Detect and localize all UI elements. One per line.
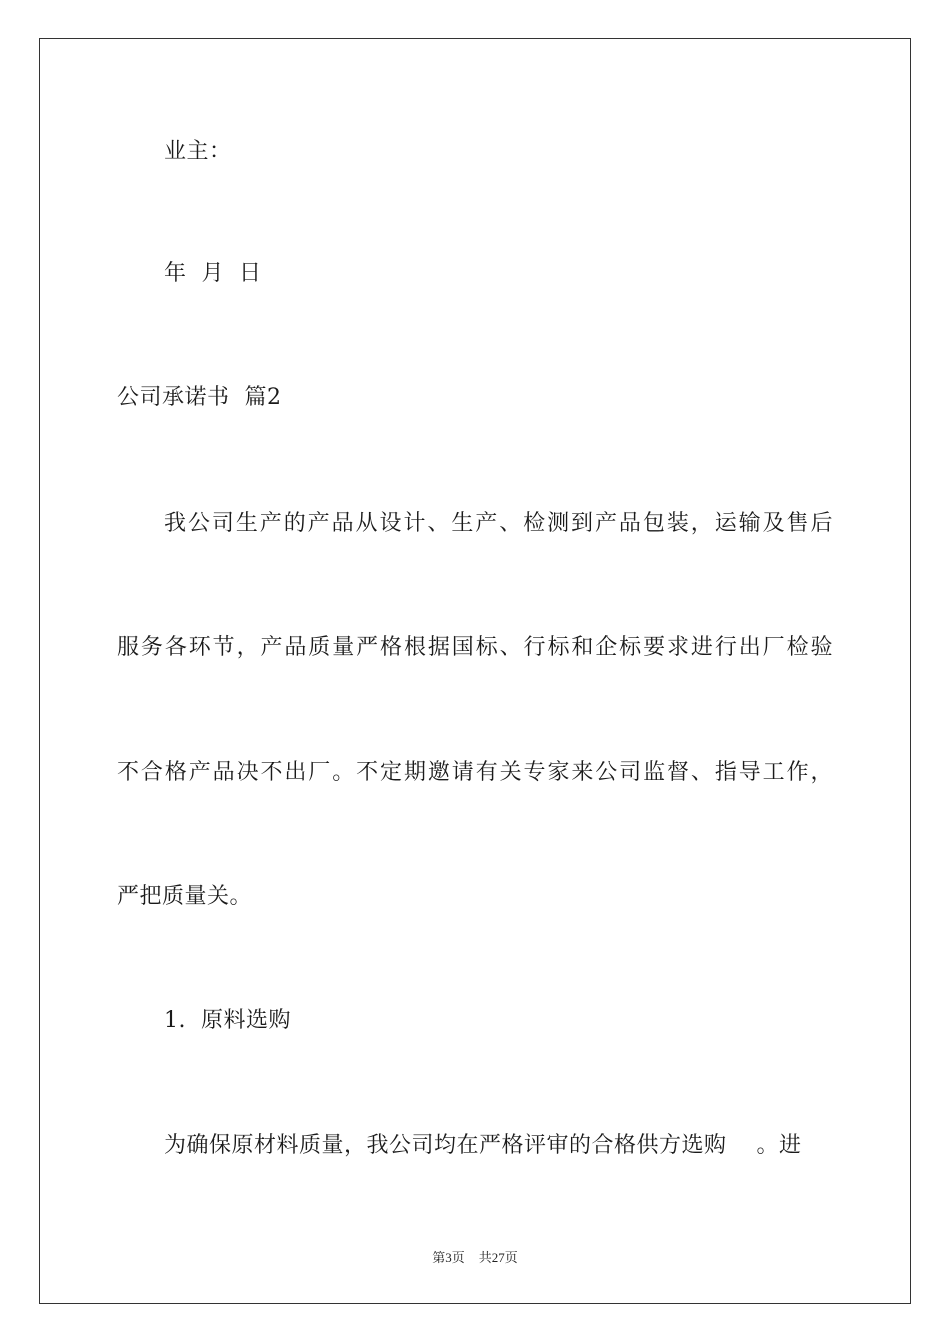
page-footer (0, 1250, 950, 1266)
page-total: 共27页 (478, 1250, 518, 1265)
paragraph-line-3: 不合格产品决不出厂。不定期邀请有关专家来公司监督、指导工作， (117, 760, 833, 785)
list-item-heading: 1. 原料选购 (164, 1008, 291, 1033)
section-heading: 公司承诺书 篇2 (117, 385, 282, 410)
paragraph-line-5: 为确保原材料质量，我公司均在严格评审的合格供方选购 。进 (164, 1133, 802, 1158)
paragraph-line-2: 服务各环节，产品质量严格根据国标、行标和企标要求进行出厂检验 (117, 635, 833, 660)
page-border (39, 38, 911, 1304)
paragraph-line-4: 严把质量关。 (117, 884, 253, 909)
page-number: 第3页 (432, 1250, 465, 1265)
date-line: 年 月 日 (164, 261, 262, 286)
owner-label: 业主： (164, 139, 232, 164)
paragraph-line-1: 我公司生产的产品从设计、生产、检测到产品包装，运输及售后 (164, 511, 833, 536)
